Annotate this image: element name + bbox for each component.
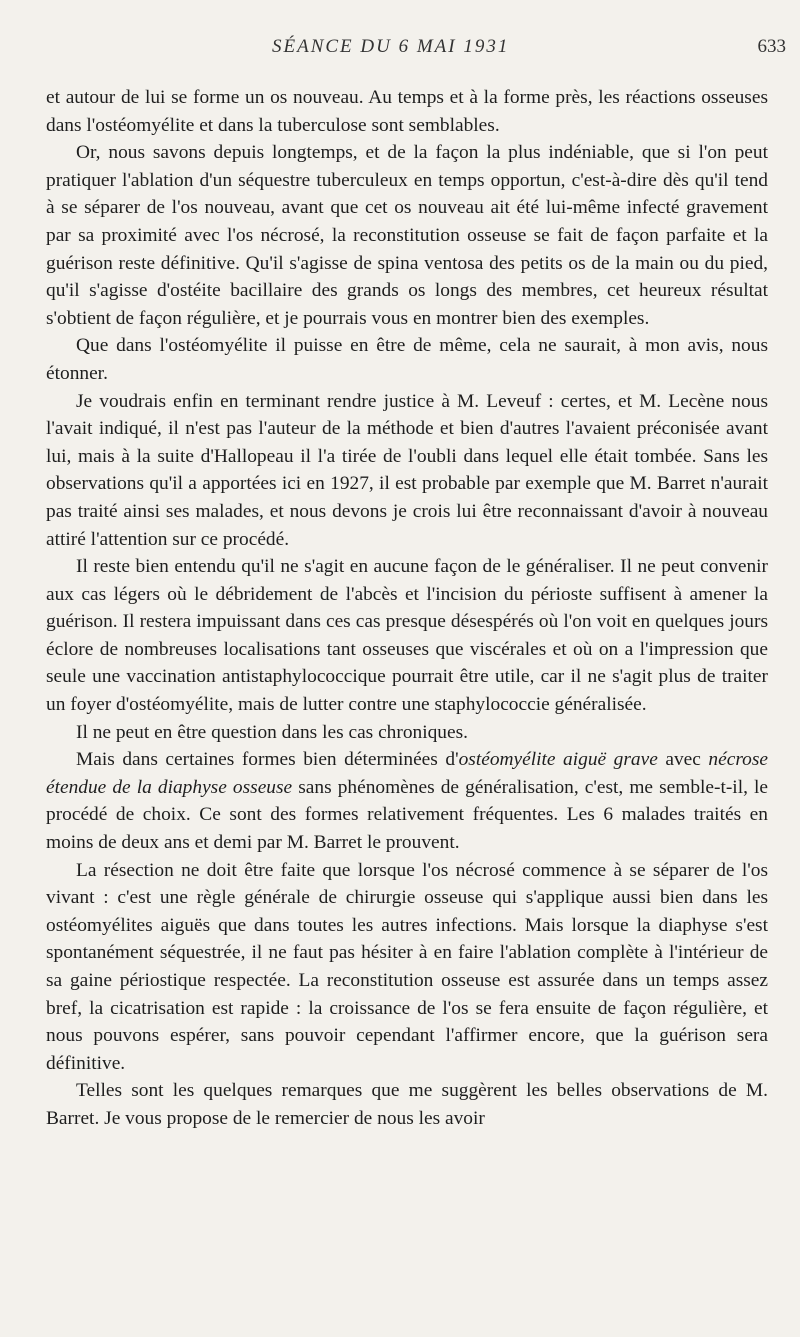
paragraph [46,746,768,856]
paragraph-text: avec [657,749,709,771]
paragraph: Il ne peut en être question dans les cas chroniques. [76,721,468,743]
running-title: SÉANCE DU 6 MAI 1931 [272,36,510,57]
page-number: 633 [757,36,786,57]
italic-term: nécrose étendue de la diaphyse osseuse [46,749,769,798]
italic-term: ostéomyélite aiguë grave [458,749,658,771]
paragraph: La résection ne doit être faite que lorsque l'os nécrosé commence à se séparer de l'os vivant : c'est une règle générale de chirurgie osseuse qui s'applique aussi bien dans les ostéomyélites aiguës que dans toutes les autres infections. Mais lorsque la diaphyse s'est spontanément séquestrée, il ne faut pas hésiter à en faire l'ablation complète à l'intérieur de sa gaine périostique respectée. La reconstitution osseuse est assurée dans un temps assez bref, la cicatrisation est rapide : la croissance de l'os se fera ensuite de façon régulière, et nous pouvons espérer, sans pouvoir cependant l'affirmer encore, que la guérison sera définitive. [46,859,768,1074]
paragraph-text: Mais dans certaines formes bien déterminées d' [76,749,459,771]
paragraph: Je voudrais enfin en terminant rendre justice à M. Leveuf : certes, et M. Lecène nous l'avait indiqué, il n'est pas l'auteur de la méthode et bien d'autres l'avaient préconisée avant lui, mais à la suite d'Hallopeau il l'a tirée de l'oubli dans lequel elle était tombée. Sans les observations qu'il a apportées ici en 1927, il est probable par exemple que M. Barret n'aurait pas traité ainsi ses malades, et nous devons je crois lui être reconnaissant d'avoir à nouveau attiré l'attention sur ce procédé. [46,390,768,550]
paragraph: Il reste bien entendu qu'il ne s'agit en aucune façon de le généraliser. Il ne peut convenir aux cas légers où le débridement de l'abcès et l'incision du périoste suffisent à amener la guérison. Il restera impuissant dans ces cas presque désespérés où l'on voit en quelques jours éclore de nombreuses localisations tant osseuses que viscérales et où on a l'impression que seule une vaccination antistaphylococcique pourrait être utile, car il ne s'agit plus de traiter un foyer d'ostéomyélite, mais de lutter contre une staphylococcie généralisée. [46,556,768,716]
page-header [0,36,800,64]
paragraph: et autour de lui se forme un os nouveau. Au temps et à la forme près, les réactions osseuses dans l'ostéomyélite et dans la tuberculose sont semblables. [46,87,768,136]
paragraph-text: sans phénomènes de généralisation, c'est, me semble-t-il, le procédé de choix. Ce sont des formes relativement fréquentes. Les 6 malades traités en moins de deux ans et demi par M. Barret le prouvent. [46,776,768,854]
paragraph: Or, nous savons depuis longtemps, et de la façon la plus indéniable, que si l'on peut pratiquer l'ablation d'un séquestre tuberculeux en temps opportun, c'est-à-dire dès qu'il tend à se séparer de l'os nouveau, avant que cet os nouveau ait été lui-même infecté gravement par sa proximité avec l'os nécrosé, la reconstitution osseuse se fait de façon parfaite et la guérison reste définitive. Qu'il s'agisse de spina ventosa des petits os de la main ou du pied, qu'il s'agisse d'ostéite bacillaire des grands os longs des membres, cet heureux résultat s'obtient de façon régulière, et je pourrais vous en montrer bien des exemples. [46,142,768,329]
paragraph: Telles sont les quelques remarques que me suggèrent les belles observations de M. Barret. Je vous propose de le remercier de nous les avoir [46,1080,768,1129]
paragraph: Que dans l'ostéomyélite il puisse en être de même, cela ne saurait, à mon avis, nous étonner. [46,335,768,384]
body-text [46,84,768,1133]
